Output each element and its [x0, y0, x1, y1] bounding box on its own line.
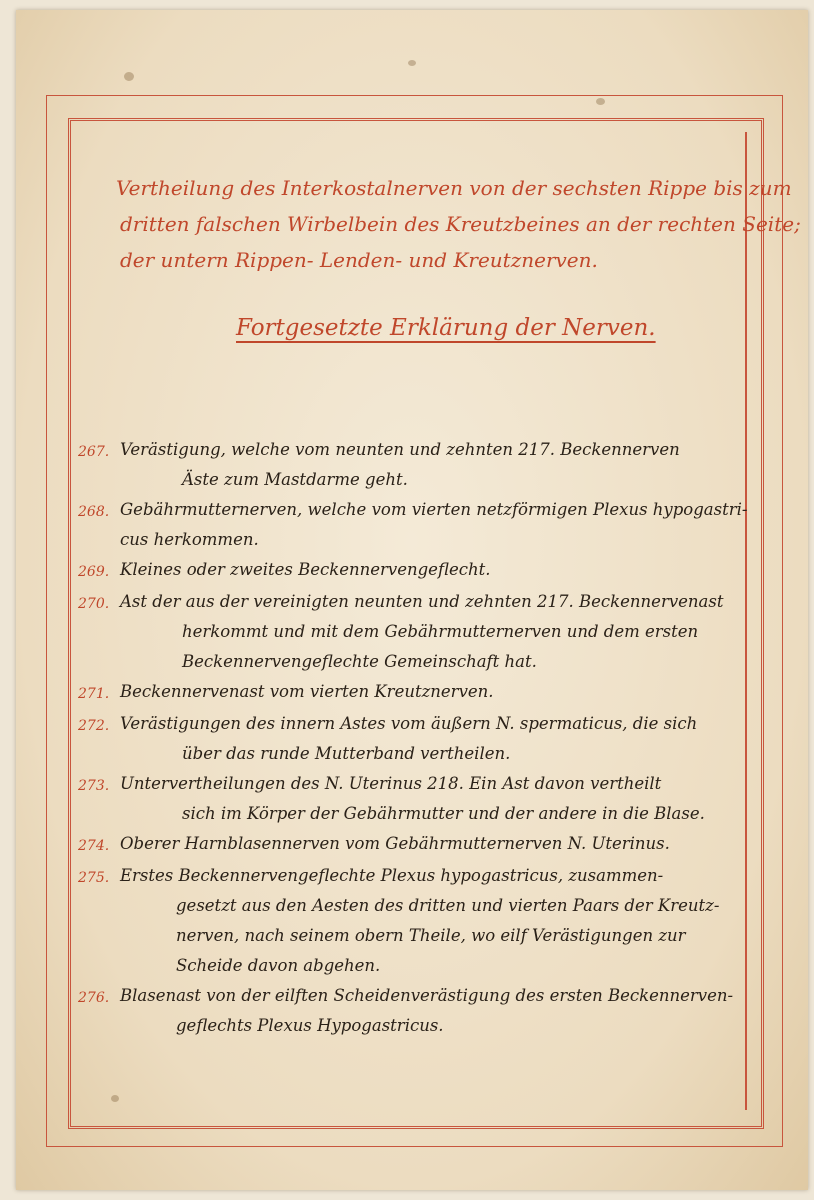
- entry-text: Blasenast von der eilften Scheidenverästigung des ersten Beckennerven-: [120, 986, 734, 1005]
- entry-text: Kleines oder zweites Beckennervengeflecht.: [120, 560, 491, 579]
- entry-number: 275.: [78, 870, 110, 886]
- entry-text: Scheide davon abgehen.: [176, 956, 381, 975]
- entry-number: 272.: [78, 718, 110, 734]
- list-item: [78, 495, 748, 555]
- entry-text: sich im Körper der Gebährmutter und der andere in die Blase.: [182, 804, 705, 823]
- entry-number: 273.: [78, 778, 110, 794]
- entry-number: 268.: [78, 504, 110, 520]
- list-item: [78, 709, 743, 769]
- entry-list: [78, 435, 748, 1041]
- manuscript-page: [16, 10, 808, 1190]
- entry-text: geflechts Plexus Hypogastricus.: [176, 1016, 444, 1035]
- entry-text: Verästigung, welche vom neunten und zehnten 217. Beckennerven: [120, 440, 680, 459]
- entry-text: Verästigungen des innern Astes vom äußern N. spermaticus, die sich: [120, 714, 698, 733]
- entry-number: 274.: [78, 838, 110, 854]
- title-line: dritten falschen Wirbelbein des Kreutzbeines an der rechten Seite;: [120, 212, 801, 236]
- list-item: [78, 555, 743, 587]
- title-line: Vertheilung des Interkostalnerven von der sechsten Rippe bis zum: [116, 176, 792, 200]
- entry-text: nerven, nach seinem obern Theile, wo eilf Verästigungen zur: [176, 926, 686, 945]
- list-item: [78, 981, 743, 1041]
- page-title: [116, 170, 801, 278]
- entry-text: Ast der aus der vereinigten neunten und zehnten 217. Beckennervenast: [120, 592, 724, 611]
- entry-text: gesetzt aus den Aesten des dritten und vierten Paars der Kreutz-: [176, 896, 720, 915]
- entry-number: 269.: [78, 564, 110, 580]
- ink-stain: [408, 60, 416, 66]
- entry-number: 271.: [78, 686, 110, 702]
- list-item: [78, 435, 743, 495]
- entry-text: Äste zum Mastdarme geht.: [182, 470, 408, 489]
- entry-text: Erstes Beckennervengeflechte Plexus hypogastricus, zusammen-: [120, 866, 664, 885]
- entry-text: cus herkommen.: [120, 530, 259, 549]
- margin-rule: [745, 132, 747, 1110]
- list-item: [78, 677, 743, 709]
- entry-text: über das runde Mutterband vertheilen.: [182, 744, 511, 763]
- entry-text: Beckennervenast vom vierten Kreutznerven.: [120, 682, 494, 701]
- title-line: der untern Rippen- Lenden- und Kreutznerven.: [120, 248, 598, 272]
- list-item: [78, 587, 743, 677]
- list-item: [78, 829, 743, 861]
- entry-text: Gebährmutternerven, welche vom vierten netzförmigen Plexus hypogastri-: [120, 500, 748, 519]
- entry-number: 267.: [78, 444, 110, 460]
- list-item: [78, 769, 743, 829]
- entry-text: Oberer Harnblasennerven vom Gebährmutternerven N. Uterinus.: [120, 834, 670, 853]
- entry-number: 276.: [78, 990, 110, 1006]
- list-item: [78, 861, 743, 981]
- entry-text: herkommt und mit dem Gebährmutternerven und dem ersten: [182, 622, 699, 641]
- entry-text: Untervertheilungen des N. Uterinus 218. Ein Ast davon vertheilt: [120, 774, 662, 793]
- entry-number: 270.: [78, 596, 110, 612]
- entry-text: Beckennervengeflechte Gemeinschaft hat.: [182, 652, 537, 671]
- section-subtitle: Fortgesetzte Erklärung der Nerven.: [236, 315, 656, 341]
- ink-stain: [124, 72, 134, 81]
